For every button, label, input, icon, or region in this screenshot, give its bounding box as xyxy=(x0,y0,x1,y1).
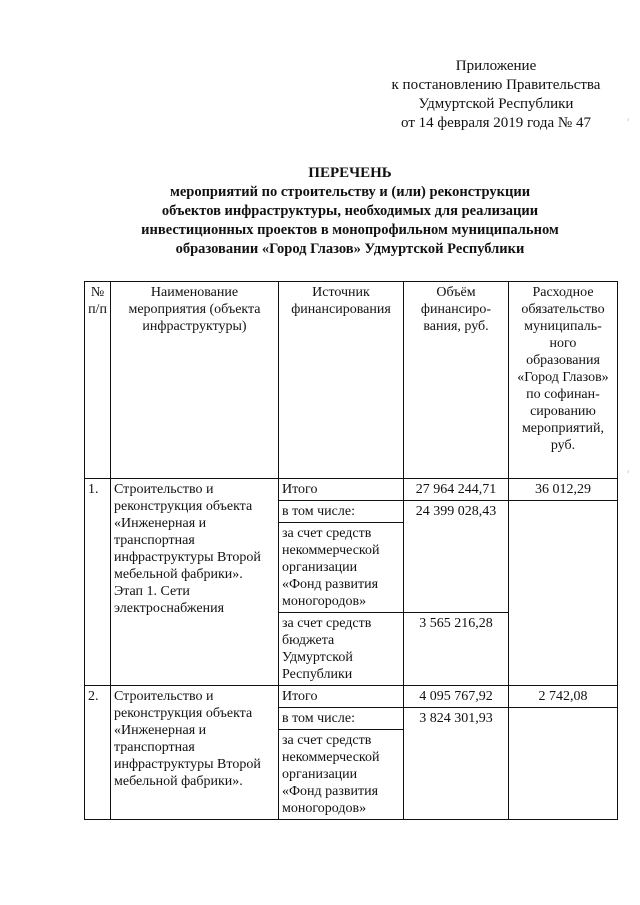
title-line-3: инвестиционных проектов в монопрофильном муниципальном xyxy=(141,222,559,238)
document-title xyxy=(90,164,610,259)
source-including: в том числе: xyxy=(279,501,404,523)
source-fund: за счет средств некоммерческой организации «Фонд развития моногородов» xyxy=(279,523,404,613)
volume-total: 4 095 767,92 xyxy=(404,686,509,708)
appendix-line-4: от 14 февраля 2019 года № 47 xyxy=(401,115,591,131)
appendix-line-1: Приложение xyxy=(455,58,537,74)
municipal-empty-cell xyxy=(509,708,618,820)
table-row xyxy=(85,479,618,501)
source-budget: за счет средств бюджета Удмуртской Республики xyxy=(279,613,404,686)
scan-edge-marks: ' ' xyxy=(627,118,630,480)
source-total: Итого xyxy=(279,686,404,708)
row-number: 2. xyxy=(85,686,111,820)
volume-fund: 3 824 301,93 xyxy=(404,708,509,820)
appendix-line-2: к постановлению Правительства xyxy=(391,77,601,93)
column-header-source: Источник финансирования xyxy=(279,282,404,479)
title-line-2: объектов инфраструктуры, необходимых для реализации xyxy=(161,203,539,219)
appendix-header xyxy=(380,57,612,133)
source-fund: за счет средств некоммерческой организации «Фонд развития моногородов» xyxy=(279,730,404,820)
row-number: 1. xyxy=(85,479,111,686)
column-header-number: № п/п xyxy=(85,282,111,479)
column-header-municipal: Расходное обязательство муниципаль-ного образования «Город Глазов» по софинан-сированию мероприятий, руб. xyxy=(509,282,618,479)
title-line-4: образовании «Город Глазов» Удмуртской Республики xyxy=(175,241,525,257)
volume-budget: 3 565 216,28 xyxy=(404,613,509,686)
municipal-empty-cell xyxy=(509,501,618,686)
municipal-obligation: 2 742,08 xyxy=(509,686,618,708)
source-total: Итого xyxy=(279,479,404,501)
title-main: ПЕРЕЧЕНЬ xyxy=(308,165,392,181)
column-header-volume: Объём финансиро-вания, руб. xyxy=(404,282,509,479)
source-including: в том числе: xyxy=(279,708,404,730)
volume-fund: 24 399 028,43 xyxy=(404,501,509,613)
volume-total: 27 964 244,71 xyxy=(404,479,509,501)
table-row xyxy=(85,686,618,708)
column-header-name: Наименование мероприятия (объекта инфраструктуры) xyxy=(111,282,279,479)
table-header-row xyxy=(85,282,618,479)
measure-name: Строительство и реконструкция объекта «Инженерная и транспортная инфраструктуры Второй мебельной фабрики». xyxy=(111,686,279,820)
title-line-1: мероприятий по строительству и (или) реконструкции xyxy=(169,184,531,200)
municipal-obligation: 36 012,29 xyxy=(509,479,618,501)
measures-table xyxy=(84,281,618,820)
measure-name: Строительство и реконструкция объекта «Инженерная и транспортная инфраструктуры Второй мебельной фабрики». Этап 1. Сети электроснабжения xyxy=(111,479,279,686)
appendix-line-3: Удмуртской Республики xyxy=(418,96,574,112)
